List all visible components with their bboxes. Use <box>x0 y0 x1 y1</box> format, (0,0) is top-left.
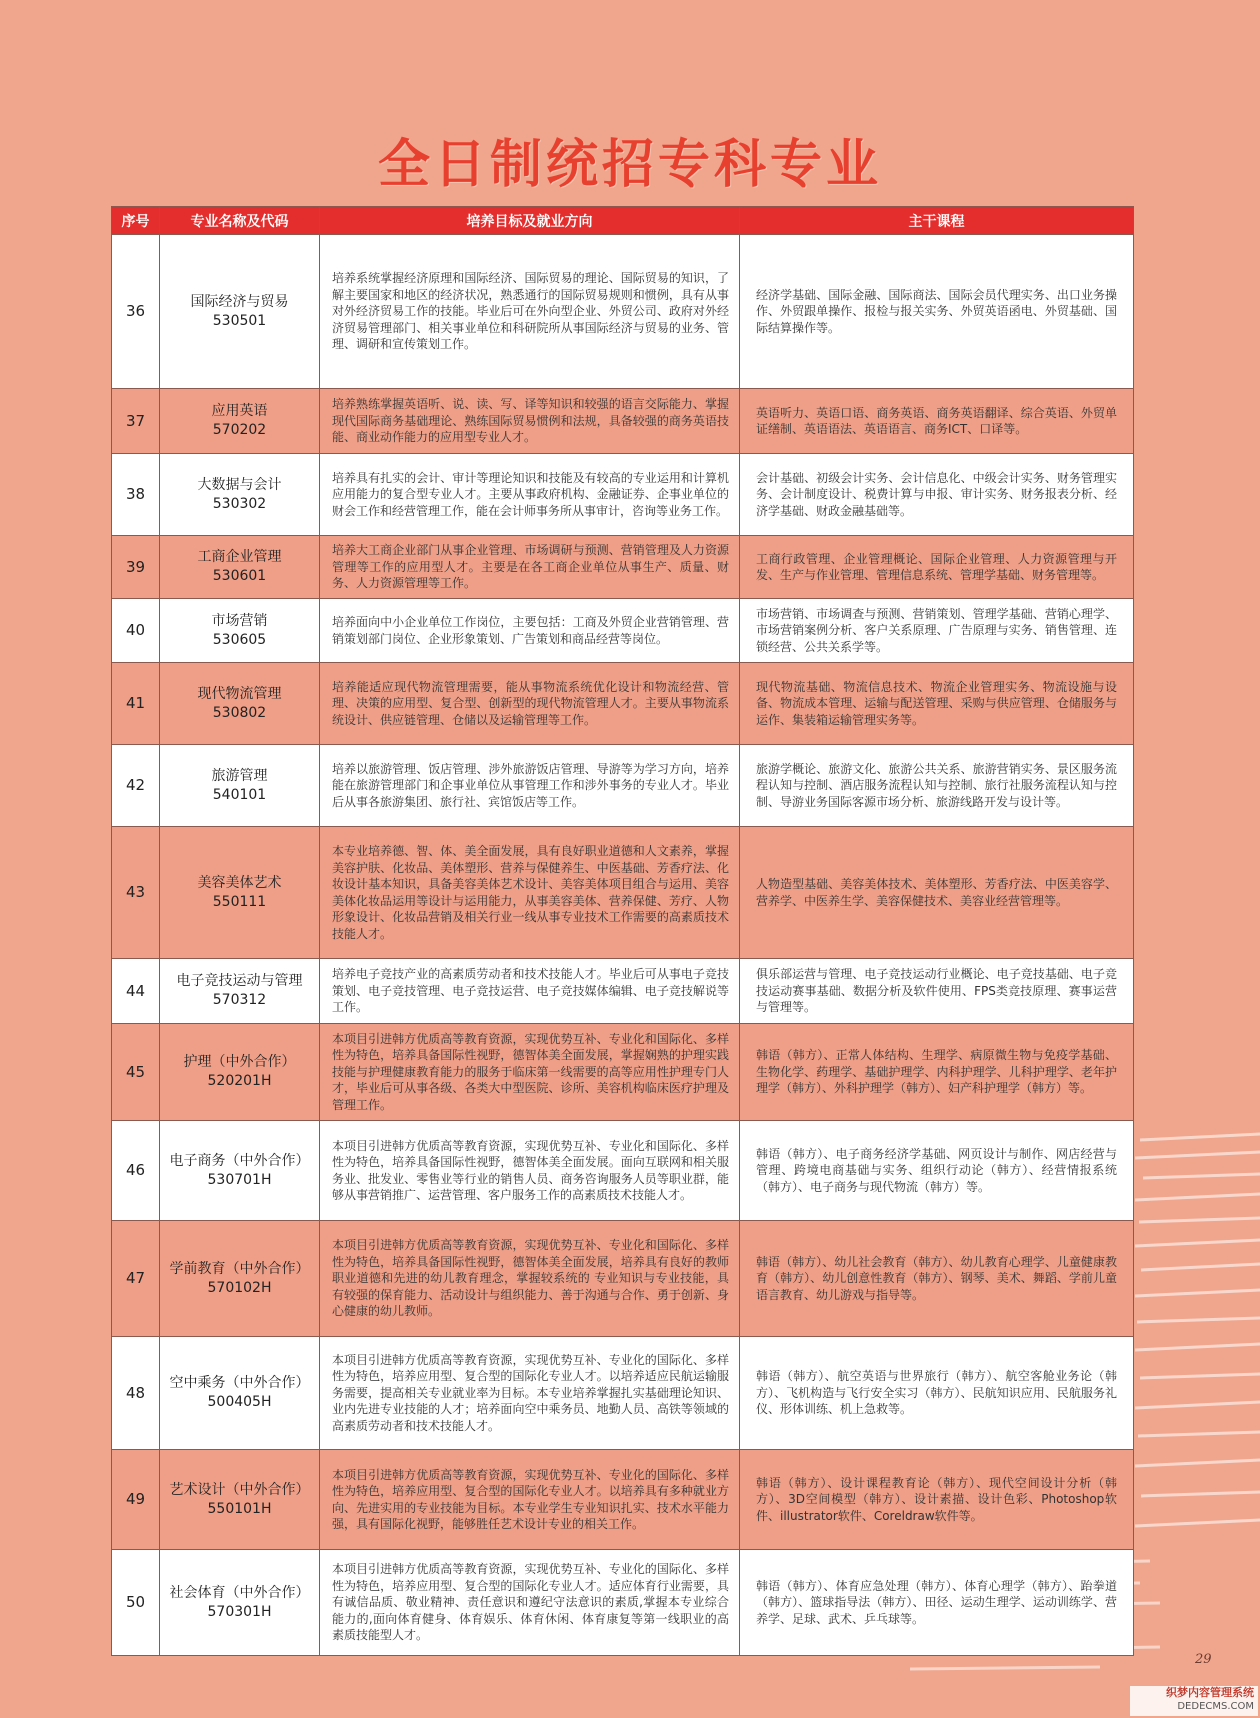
row-objective: 本项目引进韩方优质高等教育资源，实现优势互补、专业化和国际化、多样性为特色，培养具备国际性视野，德智体美全面发展。面向互联网和相关服务业、批发业、零售业等行业的销售人员、商务咨询服务人员等职业群，能够从事营销推广、运营管理、客户服务工作的高素质技术技能人才。 <box>320 1121 740 1221</box>
major-code: 500405H <box>207 1394 272 1410</box>
row-objective: 本项目引进韩方优质高等教育资源，实现优势互补、专业化和国际化、多样性为特色，培养具备国际性视野，德智体美全面发展，培养具有良好的教师职业道德和先进的幼儿教育理念，掌握较系统的 专业知识与专业技能，具有较强的保育能力、活动设计与组织能力、善于沟通与合作、勇于创新、身心健康的幼儿教师。 <box>320 1221 740 1337</box>
table-row <box>112 235 1134 389</box>
row-objective: 培养大工商企业部门从事企业管理、市场调研与预测、营销管理及人力资源管理等工作的应用型人才。主要是在各工商企业单位从事生产、质量、财务、人力资源管理等工作。 <box>320 536 740 599</box>
table-row <box>112 959 1134 1024</box>
row-courses: 韩语（韩方）、幼儿社会教育（韩方）、幼儿教育心理学、儿童健康教育（韩方）、幼儿创意性教育（韩方）、钢琴、美术、舞蹈、学前儿童语言教育、幼儿游戏与指导等。 <box>740 1221 1134 1337</box>
row-name <box>160 1450 320 1550</box>
table-row <box>112 1450 1134 1550</box>
row-name <box>160 1121 320 1221</box>
row-courses: 韩语（韩方）、电子商务经济学基础、网页设计与制作、网店经营与管理、跨境电商基础与实务、组织行动论（韩方）、经营情报系统（韩方）、电子商务与现代物流（韩方）等。 <box>740 1121 1134 1221</box>
major-code: 570102H <box>207 1279 272 1296</box>
header-name: 专业名称及代码 <box>160 207 320 235</box>
major-code: 570202 <box>212 422 267 438</box>
row-name <box>160 1550 320 1656</box>
major-name: 大数据与会计 <box>197 476 282 493</box>
table-header-row <box>112 207 1134 235</box>
row-courses: 韩语（韩方）、体育应急处理（韩方）、体育心理学（韩方）、跆拳道（韩方）、篮球指导法（韩方）、田径、运动生理学、运动训练学、营养学、足球、武术、乒乓球等。 <box>740 1550 1134 1656</box>
row-name <box>160 454 320 536</box>
row-no: 42 <box>112 745 160 827</box>
header-courses: 主干课程 <box>740 207 1134 235</box>
row-objective: 本项目引进韩方优质高等教育资源，实现优势互补、专业化和国际化、多样性为特色，培养具备国际性视野，德智体美全面发展，掌握娴熟的护理实践技能与护理健康教育能力的服务于临床第一线需要的高等应用性护理专门人才，毕业后可从事各级、各类大中型医院、诊所、美容机构临床医疗护理及管理工作。 <box>320 1024 740 1121</box>
row-no: 45 <box>112 1024 160 1121</box>
row-no: 50 <box>112 1550 160 1656</box>
row-name <box>160 599 320 663</box>
major-name: 护理（中外合作） <box>183 1054 296 1070</box>
header-no: 序号 <box>112 207 160 235</box>
table-row <box>112 1550 1134 1656</box>
page-number: 29 <box>1195 1652 1212 1667</box>
row-no: 43 <box>112 827 160 959</box>
row-no: 40 <box>112 599 160 663</box>
major-name: 市场营销 <box>211 612 268 629</box>
major-code: 530802 <box>212 704 267 721</box>
major-name: 现代物流管理 <box>197 685 282 702</box>
row-no: 37 <box>112 389 160 454</box>
major-name: 电子商务（中外合作） <box>169 1152 310 1169</box>
row-no: 49 <box>112 1450 160 1550</box>
table-row <box>112 745 1134 827</box>
row-name <box>160 1024 320 1121</box>
row-objective: 培养面向中小企业单位工作岗位，主要包括：工商及外贸企业营销管理、营销策划部门岗位、企业形象策划、广告策划和商品经营等岗位。 <box>320 599 740 663</box>
major-name: 学前教育（中外合作） <box>169 1260 310 1277</box>
row-objective: 培养以旅游管理、饭店管理、涉外旅游饭店管理、导游等为学习方向，培养能在旅游管理部门和企事业单位从事管理工作和涉外事务的专业人才。毕业后从事各旅游集团、旅行社、宾馆饭店等工作。 <box>320 745 740 827</box>
majors-table-container <box>111 206 1133 1656</box>
row-objective: 培养系统掌握经济原理和国际经济、国际贸易的理论、国际贸易的知识，了解主要国家和地区的经济状况，熟悉通行的国际贸易规则和惯例，具有从事对外经济贸易工作的技能。毕业后可在外向型企业、外贸公司、政府对外经济贸易管理部门、相关事业单位和科研院所从事国际经济与贸易的业务、管理、调研和宣传策划工作。 <box>320 235 740 389</box>
decorative-brush-strokes <box>1135 1130 1260 1550</box>
row-courses: 会计基础、初级会计实务、会计信息化、中级会计实务、财务管理实务、会计制度设计、税费计算与申报、审计实务、财务报表分析、经济学基础、财政金融基础等。 <box>740 454 1134 536</box>
row-courses: 旅游学概论、旅游文化、旅游公共关系、旅游营销实务、景区服务流程认知与控制、酒店服务流程认知与控制、旅行社服务流程认知与控制、导游业务国际客源市场分析、旅游线路开发与设计等。 <box>740 745 1134 827</box>
row-courses: 韩语（韩方）、正常人体结构、生理学、病原微生物与免疫学基础、生物化学、药理学、基础护理学、内科护理学、儿科护理学、老年护理学（韩方）、外科护理学（韩方）、妇产科护理学（韩方）等。 <box>740 1024 1134 1121</box>
table-row <box>112 536 1134 599</box>
major-name: 社会体育（中外合作） <box>169 1584 310 1601</box>
row-courses: 现代物流基础、物流信息技术、物流企业管理实务、物流设施与设备、物流成本管理、运输与配送管理、采购与供应管理、仓储服务与运作、集装箱运输管理实务等。 <box>740 663 1134 745</box>
table-row <box>112 389 1134 454</box>
row-objective: 培养电子竞技产业的高素质劳动者和技术技能人才。毕业后可从事电子竞技策划、电子竞技管理、电子竞技运营、电子竞技媒体编辑、电子竞技解说等工作。 <box>320 959 740 1024</box>
row-name <box>160 389 320 454</box>
row-no: 38 <box>112 454 160 536</box>
table-row <box>112 1221 1134 1337</box>
table-row <box>112 599 1134 663</box>
major-name: 旅游管理 <box>211 767 268 784</box>
table-row <box>112 1337 1134 1450</box>
major-code: 530501 <box>212 312 267 329</box>
row-objective: 培养具有扎实的会计、审计等理论知识和技能及有较高的专业运用和计算机应用能力的复合型专业人才。主要从事政府机构、金融证券、企事业单位的财会工作和经营管理工作，能在会计师事务所从事审计，咨询等业务工作。 <box>320 454 740 536</box>
row-objective: 本专业培养德、智、体、美全面发展，具有良好职业道德和人文素养，掌握美容护肤、化妆品、美体塑形、营养与保健养生、中医基础、芳香疗法、化妆设计基本知识，具备美容美体艺术设计、美容美体项目组合与运用、美容美体化妆品运用等设计与运用能力，从事美容美体、营养保健、芳疗、人物形象设计、化妆品营销及相关行业一线从事专业技术工作需要的高素质技术技能人才。 <box>320 827 740 959</box>
page-title: 全日制统招专科专业 <box>377 135 882 195</box>
row-objective: 培养能适应现代物流管理需要，能从事物流系统优化设计和物流经营、管理、决策的应用型、复合型、创新型的现代物流管理人才。主要从事物流系统设计、供应链管理、仓储以及运输管理等工作。 <box>320 663 740 745</box>
row-courses: 英语听力、英语口语、商务英语、商务英语翻译、综合英语、外贸单证缮制、英语语法、英语语言、商务ICT、口译等。 <box>740 389 1134 454</box>
row-courses: 韩语（韩方）、设计课程教育论（韩方）、现代空间设计分析（韩方）、3D空间模型（韩方）、设计素描、设计色彩、Photoshop软件、illustrator软件、Coreldraw软件等。 <box>740 1450 1134 1550</box>
row-no: 39 <box>112 536 160 599</box>
row-objective: 本项目引进韩方优质高等教育资源，实现优势互补、专业化的国际化、多样性为特色，培养应用型、复合型的国际化专业人才。适应体育行业需要，具有诚信品质、敬业精神、责任意识和遵纪守法意识的素质,掌握本专业综合能力的,面向体育健身、体育娱乐、体育休闲、体育康复等第一线职业的高素质技能型人才。 <box>320 1550 740 1656</box>
row-objective: 本项目引进韩方优质高等教育资源，实现优势互补、专业化的国际化、多样性为特色，培养应用型、复合型的国际化专业人才。以培养具有多种就业方向、先进实用的专业技能为目标。本专业学生专业知识扎实、技术水平能力强，具有国际化视野，能够胜任艺术设计专业的相关工作。 <box>320 1450 740 1550</box>
row-objective: 本项目引进韩方优质高等教育资源，实现优势互补、专业化的国际化、多样性为特色，培养应用型、复合型的国际化专业人才。以培养适应民航运输服务需要，提高相关专业就业率为目标。本专业培养掌握扎实基础理论知识、业内先进专业技能的人才；培养面向空中乘务员、地勤人员、高铁等领域的高素质劳动者和技术技能人才。 <box>320 1337 740 1450</box>
major-name: 艺术设计（中外合作） <box>169 1481 310 1498</box>
major-code: 520201H <box>207 1073 272 1089</box>
row-name <box>160 1221 320 1337</box>
major-name: 美容美体艺术 <box>197 874 282 891</box>
table-row <box>112 827 1134 959</box>
row-courses: 人物造型基础、美容美体技术、美体塑形、芳香疗法、中医美容学、营养学、中医养生学、美容保健技术、美容业经营管理等。 <box>740 827 1134 959</box>
watermark-line2: DEDECMS.COM <box>1177 1701 1254 1712</box>
majors-table <box>111 206 1134 1656</box>
row-name <box>160 536 320 599</box>
row-no: 46 <box>112 1121 160 1221</box>
row-no: 36 <box>112 235 160 389</box>
row-courses: 市场营销、市场调查与预测、营销策划、管理学基础、营销心理学、市场营销案例分析、客户关系原理、广告原理与实务、销售管理、连锁经营、公共关系学等。 <box>740 599 1134 663</box>
table-row <box>112 454 1134 536</box>
major-code: 530605 <box>212 631 267 648</box>
row-courses: 俱乐部运营与管理、电子竞技运动行业概论、电子竞技基础、电子竞技运动赛事基础、数据分析及软件使用、FPS类竞技原理、赛事运营与管理等。 <box>740 959 1134 1024</box>
row-name <box>160 827 320 959</box>
table-row <box>112 1121 1134 1221</box>
major-code: 550101H <box>207 1500 272 1517</box>
major-code: 550111 <box>212 893 267 910</box>
major-name: 国际经济与贸易 <box>190 293 289 310</box>
major-code: 570312 <box>212 992 267 1008</box>
table-row <box>112 663 1134 745</box>
major-name: 电子竞技运动与管理 <box>176 973 303 989</box>
row-courses: 工商行政管理、企业管理概论、国际企业管理、人力资源管理与开发、生产与作业管理、管理信息系统、管理学基础、财务管理等。 <box>740 536 1134 599</box>
row-no: 44 <box>112 959 160 1024</box>
row-courses: 经济学基础、国际金融、国际商法、国际会员代理实务、出口业务操作、外贸跟单操作、报检与报关实务、外贸英语函电、外贸基础、国际结算操作等。 <box>740 235 1134 389</box>
header-objective: 培养目标及就业方向 <box>320 207 740 235</box>
row-name <box>160 235 320 389</box>
row-no: 41 <box>112 663 160 745</box>
row-objective: 培养熟练掌握英语听、说、读、写、译等知识和较强的语言交际能力、掌握现代国际商务基础理论、熟练国际贸易惯例和法规，具备较强的商务英语技能、商业动作能力的应用型专业人才。 <box>320 389 740 454</box>
row-name <box>160 745 320 827</box>
major-name: 空中乘务（中外合作） <box>169 1375 310 1391</box>
major-code: 540101 <box>212 786 267 803</box>
major-code: 530701H <box>207 1171 272 1188</box>
site-watermark <box>1130 1686 1258 1716</box>
row-name <box>160 1337 320 1450</box>
row-no: 47 <box>112 1221 160 1337</box>
row-no: 48 <box>112 1337 160 1450</box>
major-code: 530601 <box>212 568 267 584</box>
major-name: 工商企业管理 <box>197 549 282 565</box>
major-code: 530302 <box>212 495 267 512</box>
table-row <box>112 1024 1134 1121</box>
major-name: 应用英语 <box>211 403 268 419</box>
major-code: 570301H <box>207 1603 272 1620</box>
row-name <box>160 663 320 745</box>
watermark-line1: 织梦内容管理系统 <box>1166 1686 1254 1699</box>
row-name <box>160 959 320 1024</box>
row-courses: 韩语（韩方）、航空英语与世界旅行（韩方）、航空客舱业务论（韩方）、飞机构造与飞行安全实习（韩方）、民航知识应用、民航服务礼仪、形体训练、机上急救等。 <box>740 1337 1134 1450</box>
